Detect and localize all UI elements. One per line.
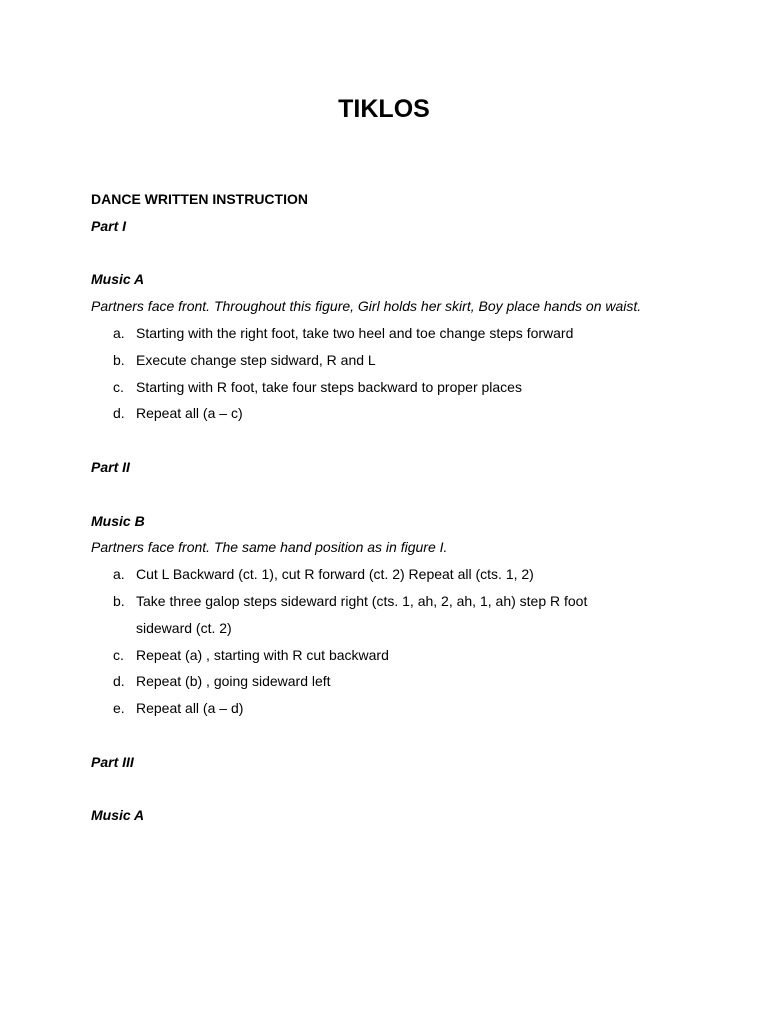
part-3-label: Part III	[91, 753, 134, 770]
document-body	[91, 186, 671, 829]
document-title: TIKLOS	[338, 95, 430, 123]
part-2-intro: Partners face front. The same hand position as in figure I.	[91, 539, 448, 556]
list-item-text: Repeat all (a – d)	[136, 700, 244, 717]
section-subtitle: DANCE WRITTEN INSTRUCTION	[91, 191, 308, 207]
blank-line	[91, 776, 671, 803]
list-item	[91, 400, 671, 427]
part-2-steps-list	[91, 561, 671, 722]
list-marker: a.	[113, 566, 125, 583]
list-item-text: Starting with the right foot, take two heel and toe change steps forward	[136, 324, 574, 341]
list-marker: d.	[113, 673, 125, 690]
blank-line	[91, 240, 671, 267]
list-item	[91, 588, 671, 642]
list-marker: c.	[113, 646, 124, 663]
list-item-text: Repeat all (a – c)	[136, 405, 243, 422]
list-item-text: Execute change step sidward, R and L	[136, 351, 376, 368]
part-1-music: Music A	[91, 271, 145, 288]
blank-line	[91, 481, 671, 508]
list-item-text: Starting with R foot, take four steps backward to proper places	[136, 378, 522, 395]
part-1-label: Part I	[91, 217, 127, 234]
list-item	[91, 642, 671, 669]
part-2-label: Part II	[91, 458, 130, 475]
part-2-music: Music B	[91, 512, 145, 529]
blank-line	[91, 427, 671, 454]
list-marker: b.	[113, 351, 125, 368]
list-item	[91, 374, 671, 401]
list-marker: b.	[113, 592, 125, 609]
part-1-intro: Partners face front. Throughout this figure, Girl holds her skirt, Boy place hands on waist.	[91, 298, 642, 315]
list-item-text: Take three galop steps sideward right (cts. 1, ah, 2, ah, 1, ah) step R foot sideward (ct. 2)	[136, 592, 588, 636]
list-marker: a.	[113, 324, 125, 341]
part-3-music: Music A	[91, 807, 145, 824]
list-item-text: Repeat (b) , going sideward left	[136, 673, 331, 690]
list-marker: d.	[113, 405, 125, 422]
list-marker: c.	[113, 378, 124, 395]
list-item	[91, 347, 671, 374]
list-item-text: Repeat (a) , starting with R cut backward	[136, 646, 389, 663]
blank-line	[91, 722, 671, 749]
list-item	[91, 561, 671, 588]
list-item-text: Cut L Backward (ct. 1), cut R forward (ct. 2) Repeat all (cts. 1, 2)	[136, 566, 534, 583]
part-1-steps-list	[91, 320, 671, 427]
list-item	[91, 320, 671, 347]
list-item	[91, 668, 671, 695]
list-item	[91, 695, 671, 722]
list-marker: e.	[113, 700, 125, 717]
